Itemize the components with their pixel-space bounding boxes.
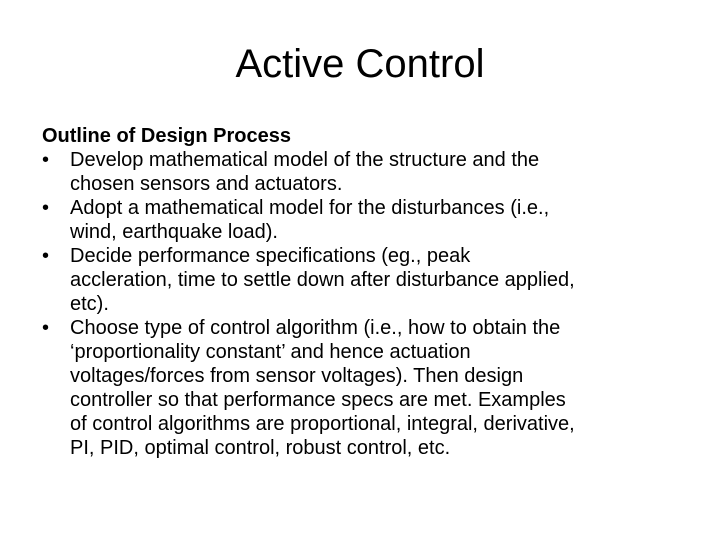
bullet-text-line: voltages/forces from sensor voltages). Then design [70,365,524,387]
bullet-text-line: ‘proportionality constant’ and hence actuation [70,341,471,363]
slide-title: Active Control [235,42,485,86]
bullet-text-line: Develop mathematical model of the structure and the [70,149,540,171]
bullet-text-line: Choose type of control algorithm (i.e., how to obtain the [70,317,561,339]
bullet-text-line: Adopt a mathematical model for the disturbances (i.e., [70,197,550,219]
bullet-icon: • [42,317,50,339]
bullet-text-line: Decide performance specifications (eg., peak [70,245,471,267]
subheading: Outline of Design Process [42,125,291,147]
bullet-text-line: accleration, time to settle down after disturbance applied, [70,269,575,291]
bullet-text-line: PI, PID, optimal control, robust control, etc. [70,437,451,459]
bullet-text-line: of control algorithms are proportional, integral, derivative, [70,413,575,435]
bullet-item [42,244,692,316]
bullet-item [42,316,692,460]
bullet-item [42,148,692,196]
slide-content [42,124,692,460]
bullet-text-line: controller so that performance specs are met. Examples [70,389,566,411]
bullet-text-line: chosen sensors and actuators. [70,173,343,195]
bullet-icon: • [42,245,50,267]
bullet-text-line: wind, earthquake load). [70,221,278,243]
bullet-icon: • [42,197,50,219]
bullet-text-line: etc). [70,293,109,315]
bullet-list [42,148,692,460]
bullet-item [42,196,692,244]
bullet-icon: • [42,149,50,171]
